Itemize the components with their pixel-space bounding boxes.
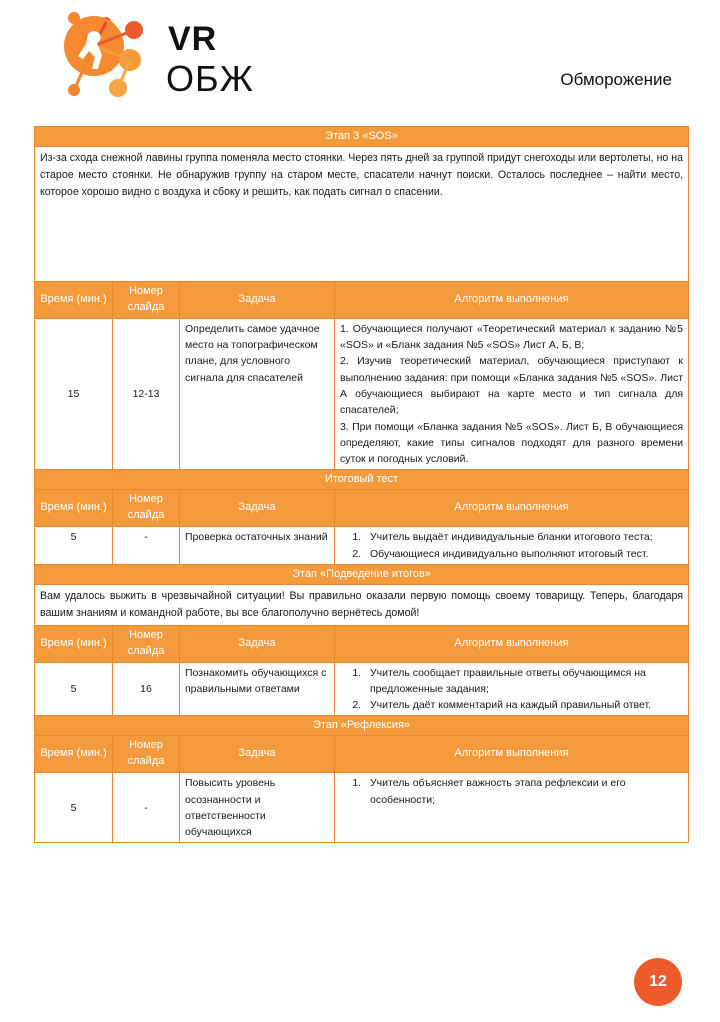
intro-text: Вам удалось выжить в чрезвычайной ситуации! Вы правильно оказали первую помощь своему товарищу. Теперь, благодаря вашим знаниям и командной работе, вы все благополучно вернётесь домой! [35, 584, 689, 625]
table-row [35, 527, 689, 565]
lesson-plan-table [34, 126, 689, 843]
section-title: Этап «Рефлексия» [35, 716, 689, 736]
column-header-time: Время (мин.) [35, 736, 113, 773]
section-title-row [35, 470, 689, 490]
algorithm-cell [335, 773, 689, 843]
algorithm-cell [335, 527, 689, 565]
time-cell: 15 [35, 318, 113, 469]
table-row [35, 773, 689, 843]
slide-cell: 16 [113, 662, 180, 716]
time-cell: 5 [35, 773, 113, 843]
column-header-algorithm: Алгоритм выполнения [335, 282, 689, 319]
column-header-row [35, 736, 689, 773]
column-header-task: Задача [180, 625, 335, 662]
column-header-slide: Номер слайда [113, 490, 180, 527]
column-header-time: Время (мин.) [35, 282, 113, 319]
intro-row [35, 584, 689, 625]
algorithm-step: 3. При помощи «Бланка задания №5 «SOS». Лист Б, В обучающиеся определяют, какие типы сигналов подходят для разного времени суток и погодных условий. [340, 420, 684, 466]
page-header [0, 0, 720, 120]
document-title: Обморожение [560, 70, 672, 89]
slide-cell: - [113, 773, 180, 843]
column-header-task: Задача [180, 736, 335, 773]
time-cell: 5 [35, 527, 113, 565]
task-cell: Познакомить обучающихся с правильными ответами [180, 662, 335, 716]
column-header-row [35, 490, 689, 527]
column-header-row [35, 282, 689, 319]
column-header-algorithm: Алгоритм выполнения [335, 736, 689, 773]
task-cell: Определить самое удачное место на топографическом плане, для условного сигнала для спасателей [180, 318, 335, 469]
logo-text-obzh: ОБЖ [166, 58, 254, 99]
section-title: Итоговый тест [35, 470, 689, 490]
algorithm-step: 1. Учитель сообщает правильные ответы обучающимся на предложенные задания; [364, 665, 683, 698]
algorithm-step: 2. Изучив теоретический материал, обучающиеся приступают к выполнению задания: при помощи «Бланка задания №5 «SOS». Лист А обучающиеся выбирают на карте место и тип сигнала для спасателей; [340, 355, 684, 417]
page-number-badge: 12 [634, 958, 682, 1006]
algorithm-step: 2. Учитель даёт комментарий на каждый правильный ответ. [364, 697, 683, 713]
algorithm-step: 1. Учитель объясняет важность этапа рефлексии и его особенности; [364, 775, 683, 808]
time-cell: 5 [35, 662, 113, 716]
slide-cell: - [113, 527, 180, 565]
section-title: Этап «Подведение итогов» [35, 564, 689, 584]
algorithm-cell [335, 318, 689, 469]
task-cell: Проверка остаточных знаний [180, 527, 335, 565]
column-header-algorithm: Алгоритм выполнения [335, 625, 689, 662]
section-title: Этап 3 «SOS» [35, 127, 689, 147]
algorithm-step: 2. Обучающиеся индивидуально выполняют итоговый тест. [364, 546, 683, 562]
vr-obzh-logo-icon [44, 8, 164, 108]
column-header-algorithm: Алгоритм выполнения [335, 490, 689, 527]
intro-row [35, 147, 689, 282]
table-row [35, 318, 689, 469]
table-row [35, 662, 689, 716]
column-header-time: Время (мин.) [35, 490, 113, 527]
intro-text: Из-за схода снежной лавины группа поменяла место стоянки. Через пять дней за группой придут снегоходы или вертолеты, но на старое место стоянки. Не обнаружив группу на старом месте, спасатели начнут поиски. Осталось последнее – найти место, которое хорошо видно с воздуха и сбоку и решить, как подать сигнал о спасении. [35, 147, 689, 282]
algorithm-step: 1. Учитель выдаёт индивидуальные бланки итогового теста; [364, 529, 683, 545]
column-header-slide: Номер слайда [113, 736, 180, 773]
section-title-row [35, 716, 689, 736]
section-title-row [35, 127, 689, 147]
algorithm-cell [335, 662, 689, 716]
logo-text-vr: VR [168, 20, 218, 58]
column-header-time: Время (мин.) [35, 625, 113, 662]
slide-cell: 12-13 [113, 318, 180, 469]
column-header-row [35, 625, 689, 662]
column-header-task: Задача [180, 490, 335, 527]
algorithm-step: 1. Обучающиеся получают «Теоретический материал к заданию №5 «SOS» и «Бланк задания №5 «SOS» Лист А, Б, В; [340, 322, 684, 352]
task-cell: Повысить уровень осознанности и ответственности обучающихся [180, 773, 335, 843]
column-header-slide: Номер слайда [113, 625, 180, 662]
column-header-task: Задача [180, 282, 335, 319]
section-title-row [35, 564, 689, 584]
column-header-slide: Номер слайда [113, 282, 180, 319]
